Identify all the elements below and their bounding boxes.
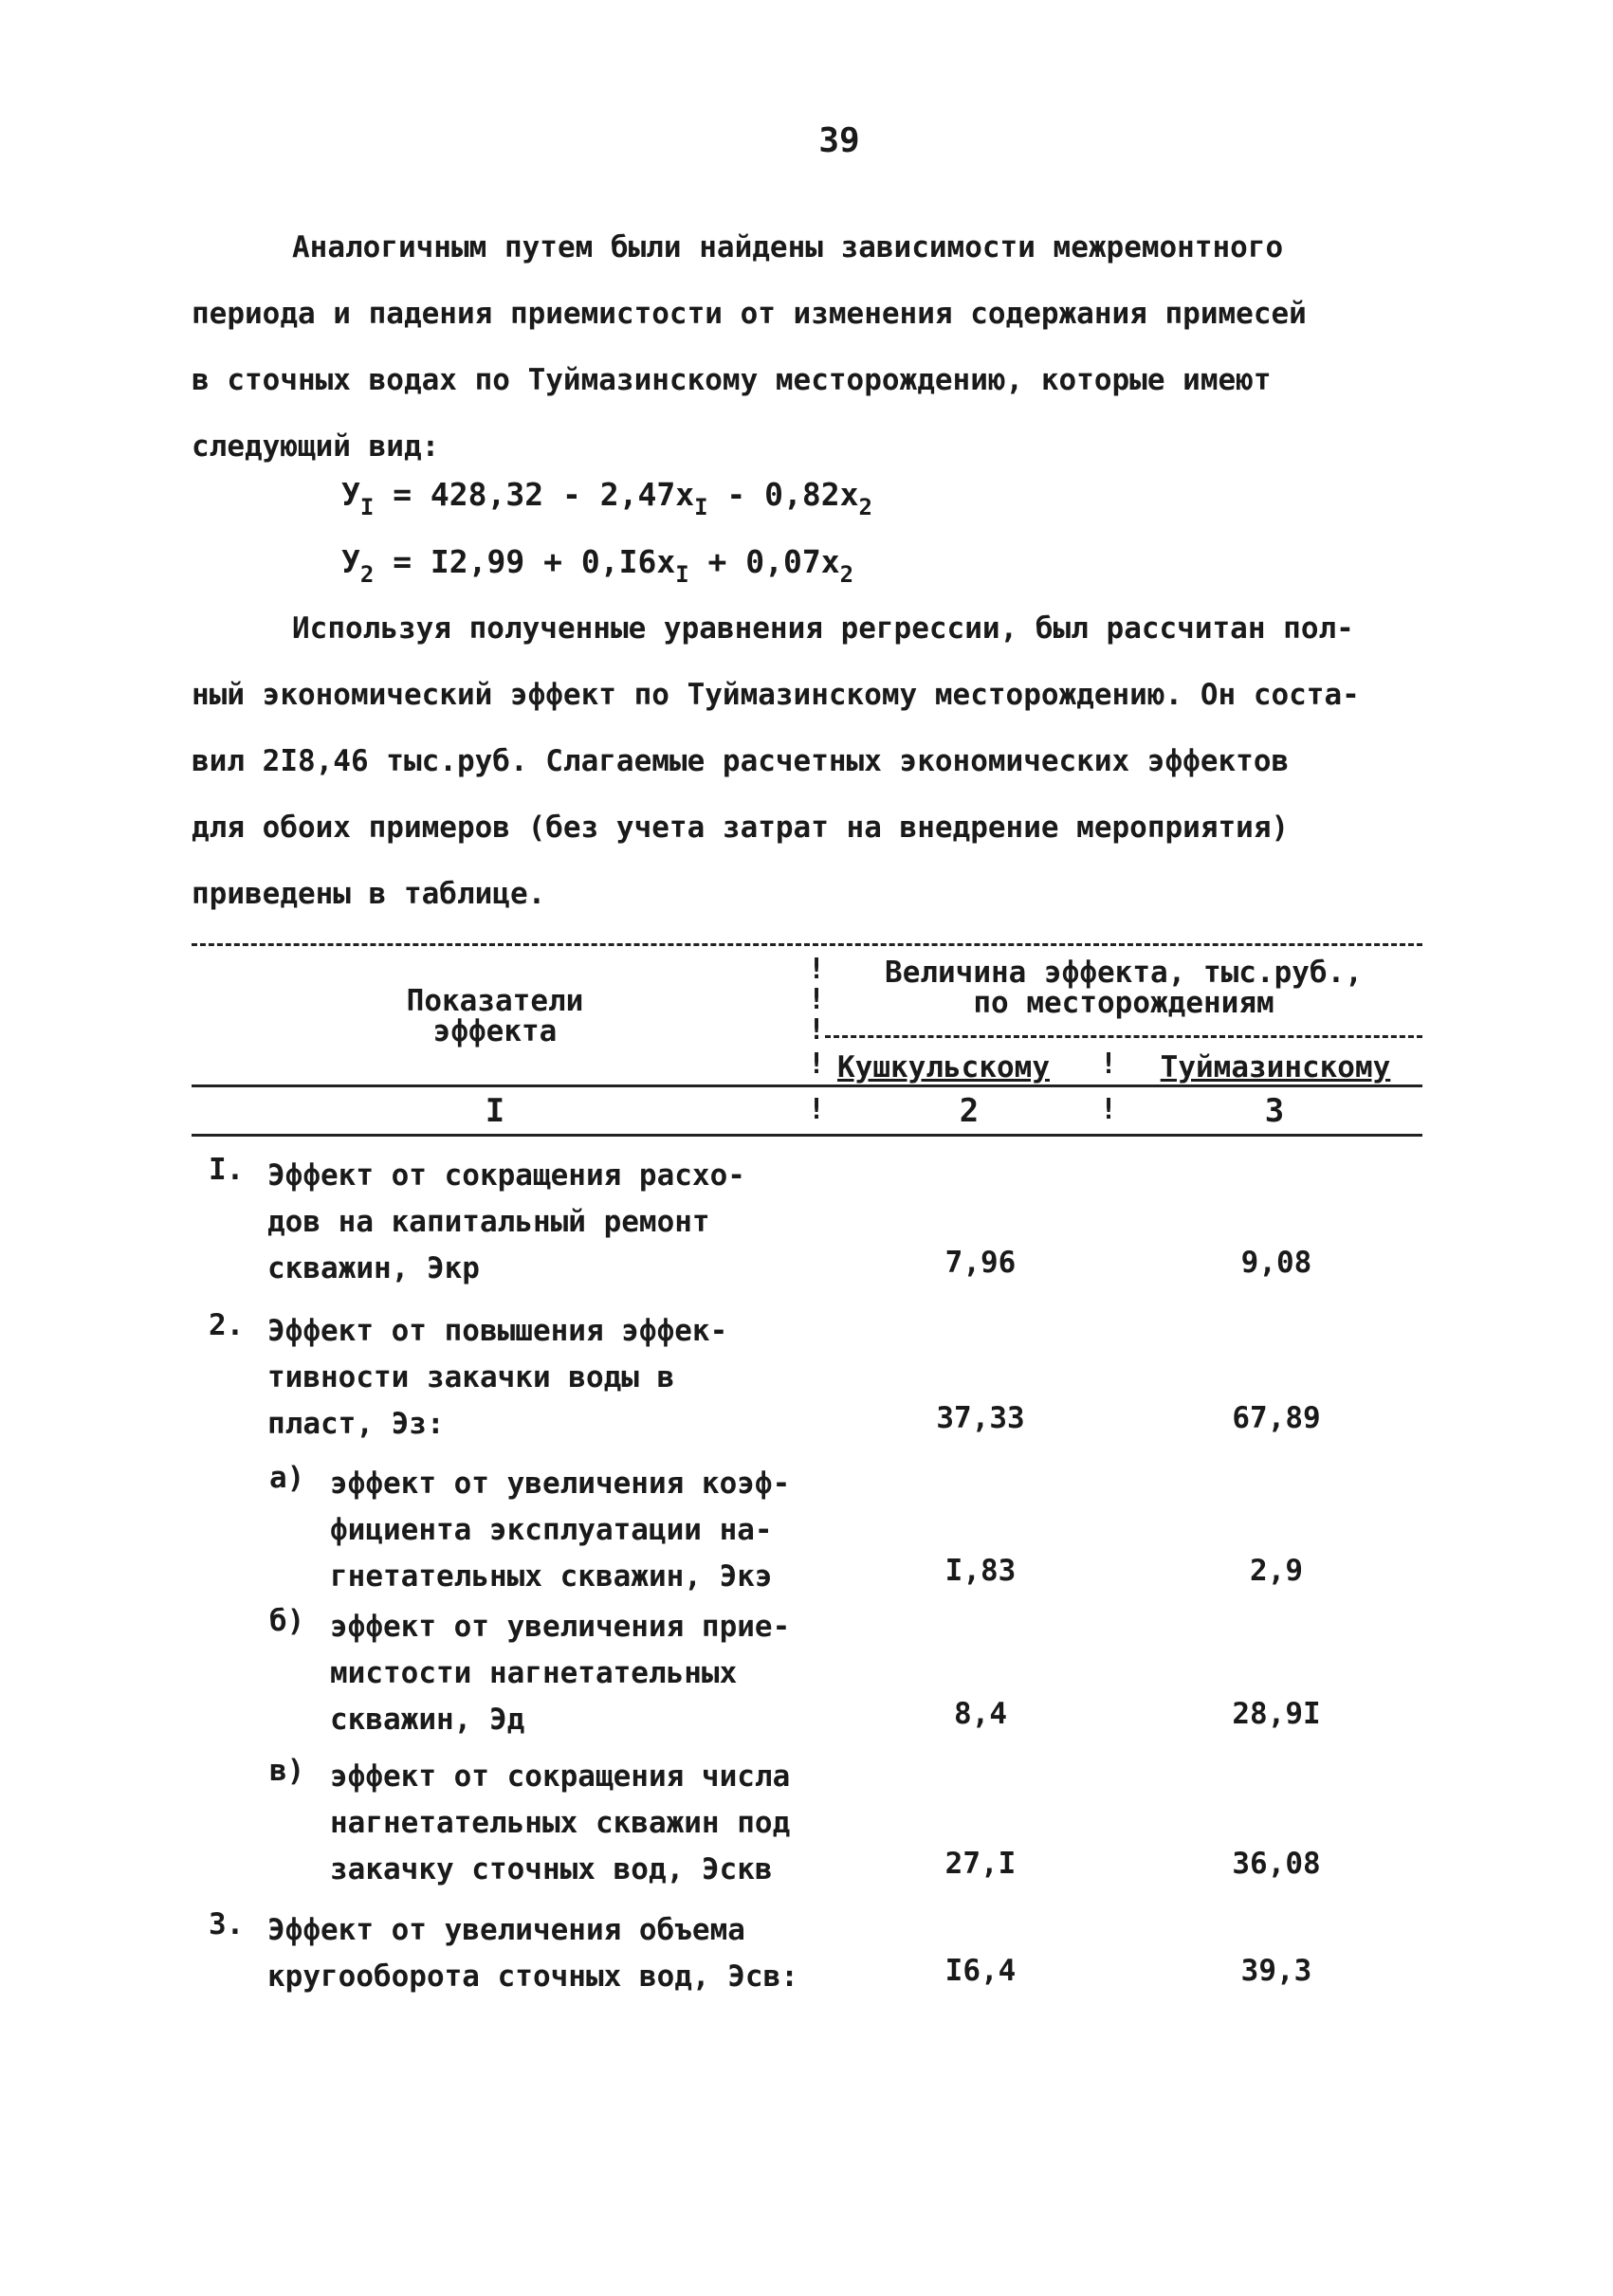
text-line: периода и падения приемистости от изменения содержания примесей <box>192 297 1307 331</box>
value-tuymazy: 39,3 <box>1240 1954 1312 1988</box>
text-line: Используя полученные уравнения регрессии, был рассчитан пол- <box>292 611 1354 646</box>
column-separator: ! <box>808 1013 826 1047</box>
column-number-1: I <box>485 1092 505 1130</box>
equation-y1: $У_I = 428,32 - 2,47x_I - 0,82x_2$ <box>341 476 872 520</box>
text-line: вил 2I8,46 тыс.руб. Слагаемые расчетных экономических эффектов <box>192 744 1290 778</box>
header-sub-rule <box>825 1035 1422 1038</box>
value-kushkul: 8,4 <box>954 1697 1007 1731</box>
header-kushkul: Кушкульскому <box>837 1050 1050 1084</box>
header-bottom-rule <box>192 1134 1422 1137</box>
column-separator: ! <box>808 1093 826 1126</box>
value-tuymazy: 2,9 <box>1250 1554 1303 1588</box>
row-number: 3. <box>209 1907 245 1941</box>
row-number: I. <box>209 1153 245 1187</box>
header-rule <box>192 1084 1422 1087</box>
header-tuymazy: Туймазинскому <box>1160 1050 1391 1084</box>
column-separator: ! <box>1100 1093 1118 1126</box>
value-kushkul: I6,4 <box>944 1954 1017 1988</box>
text-line: Аналогичным путем были найдены зависимости межремонтного <box>292 230 1284 264</box>
text-line: в сточных водах по Туймазинскому месторождению, которые имеют <box>192 363 1272 397</box>
text-line: для обоих примеров (без учета затрат на внедрение мероприятия) <box>192 811 1290 845</box>
paragraph-results <box>192 595 1462 927</box>
row-letter: а) <box>269 1461 305 1495</box>
value-kushkul: 7,96 <box>944 1246 1017 1280</box>
row-label: Эффект от сокращения расхо- дов на капитальный ремонт скважин, Экр <box>267 1158 745 1285</box>
row-number: 2. <box>209 1308 245 1342</box>
row-letter: в) <box>269 1754 305 1788</box>
row-letter: б) <box>269 1604 305 1638</box>
value-kushkul: 37,33 <box>936 1401 1025 1435</box>
column-number-3: 3 <box>1264 1092 1285 1130</box>
row-label: Эффект от повышения эффек- тивности закачки воды в пласт, Эз: <box>267 1314 728 1441</box>
header-effect-magnitude: Величина эффекта, тыс.руб., по месторождениям <box>885 956 1363 1020</box>
text-line: следующий вид: <box>192 429 440 464</box>
column-separator: ! <box>808 953 826 986</box>
value-tuymazy: 9,08 <box>1240 1246 1312 1280</box>
value-tuymazy: 67,89 <box>1232 1401 1321 1435</box>
value-tuymazy: 28,9I <box>1232 1697 1321 1731</box>
text-line: приведены в таблице. <box>192 877 546 911</box>
equation-y2: $У_2 = I2,99 + 0,I6x_I + 0,07x_2$ <box>341 543 854 588</box>
column-number-2: 2 <box>959 1092 980 1130</box>
header-indicators: Показатели эффекта <box>406 984 584 1048</box>
paragraph-intro <box>192 214 1462 480</box>
column-separator: ! <box>1100 1048 1118 1081</box>
page-number: 39 <box>818 121 860 160</box>
row-label: эффект от сокращения числа нагнетательных скважин под закачку сточных вод, Эскв <box>330 1759 791 1886</box>
column-separator: ! <box>808 983 826 1016</box>
row-label: Эффект от увеличения объема кругооборота сточных вод, Эсв: <box>267 1913 798 1994</box>
text-line: ный экономический эффект по Туймазинскому месторождению. Он соста- <box>192 678 1360 712</box>
value-kushkul: I,83 <box>944 1554 1017 1588</box>
row-label: эффект от увеличения коэф- фициента эксплуатации на- гнетательных скважин, Экэ <box>330 1467 791 1594</box>
value-tuymazy: 36,08 <box>1232 1847 1321 1881</box>
value-kushkul: 27,I <box>944 1847 1017 1881</box>
column-separator: ! <box>808 1048 826 1081</box>
table-top-rule <box>192 943 1422 946</box>
row-label: эффект от увеличения прие- мистости нагнетательных скважин, Эд <box>330 1610 791 1737</box>
